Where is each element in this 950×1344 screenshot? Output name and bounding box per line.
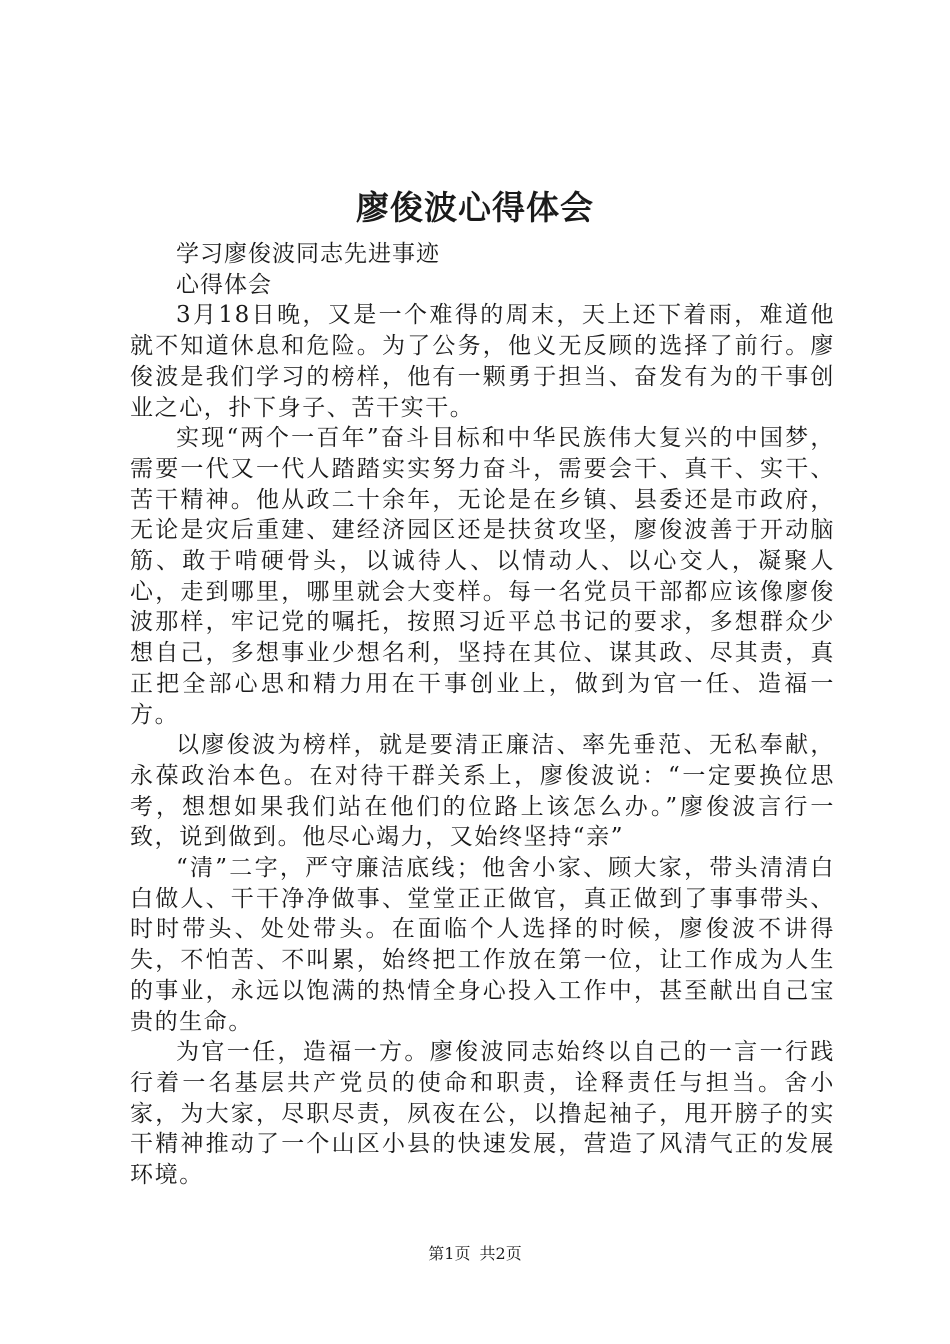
body-paragraph-4: “清”二字，严守廉洁底线；他舍小家、顾大家，带头清清白白做人、干干净净做事、堂堂正正做官，真正做到了事事带头、时时带头、处处带头。在面临个人选择的时候，廖俊波不讲得失，不怕苦、不叫累，始终把工作放在第一位，让工作成为人生的事业，永远以饱满的热情全身心投入工作中，甚至献出自己宝贵的生命。 — [130, 855, 835, 1035]
body-paragraph-5: 为官一任，造福一方。廖俊波同志始终以自己的一言一行践行着一名基层共产党员的使命和职责，诠释责任与担当。舍小家，为大家，尽职尽责，夙夜在公，以撸起袖子，甩开膀子的实干精神推动了一个山区小县的快速发展，营造了风清气正的发展环境。 — [130, 1039, 835, 1189]
body-paragraph-2: 实现“两个一百年”奋斗目标和中华民族伟大复兴的中国梦，需要一代又一代人踏踏实实努力奋斗，需要会干、真干、实干、苦干精神。他从政二十余年，无论是在乡镇、县委还是市政府，无论是灾后重建、建经济园区还是扶贫攻坚，廖俊波善于开动脑筋、敢于啃硬骨头，以诚待人、以情动人、以心交人，凝聚人心，走到哪里，哪里就会大变样。每一名党员干部都应该像廖俊波那样，牢记党的嘱托，按照习近平总书记的要求，多想群众少想自己，多想事业少想名利，坚持在其位、谋其政、尽其责，真正把全部心思和精力用在干事创业上，做到为官一任、造福一方。 — [130, 425, 835, 728]
body-paragraph-1: 3月18日晚，又是一个难得的周末，天上还下着雨，难道他就不知道休息和危险。为了公务，他义无反顾的选择了前行。廖俊波是我们学习的榜样，他有一颗勇于担当、奋发有为的干事创业之心，扑下身子、苦干实干。 — [130, 302, 835, 421]
document-title: 廖俊波心得体会 — [356, 188, 594, 227]
subtitle-line-1: 学习廖俊波同志先进事迹 — [176, 241, 440, 267]
page-footer — [0, 1243, 950, 1265]
subtitle-line-2: 心得体会 — [176, 271, 272, 298]
page-number-total: 共2页 — [479, 1244, 522, 1263]
page-number-current: 第1页 — [428, 1244, 471, 1263]
body-paragraph-3: 以廖俊波为榜样，就是要清正廉洁、率先垂范、无私奉献，永葆政治本色。在对待干群关系上，廖俊波说：“一定要换位思考，想想如果我们站在他们的位路上该怎么办。”廖俊波言行一致，说到做到。他尽心竭力，又始终坚持“亲” — [130, 732, 835, 851]
document-body — [130, 239, 835, 1191]
